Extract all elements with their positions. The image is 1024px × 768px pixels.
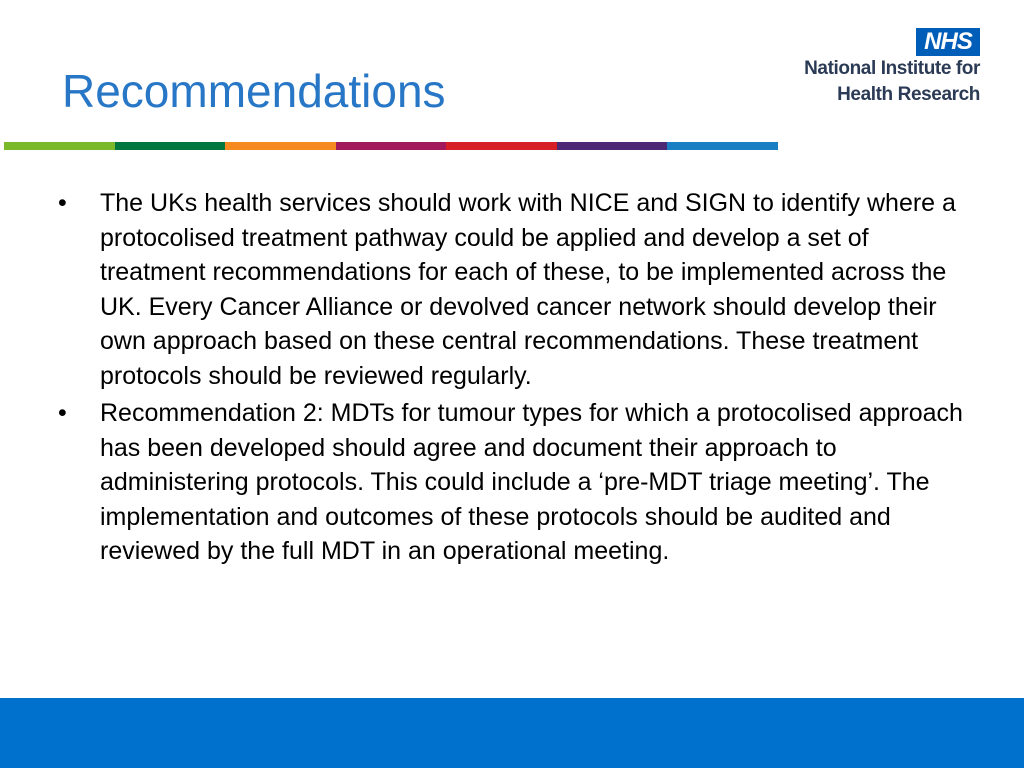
slide-title: Recommendations	[62, 65, 446, 117]
logo-org-line-2: Health Research	[837, 84, 980, 105]
stripe-segment-6	[557, 142, 668, 150]
footer-bar	[0, 698, 1024, 768]
bullet-item-1	[56, 186, 968, 393]
nhs-badge: NHS	[916, 28, 980, 56]
stripe-segment-3	[225, 142, 336, 150]
bullet-marker: •	[58, 399, 67, 427]
logo-org-line-1: National Institute for	[804, 58, 980, 79]
stripe-segment-4	[336, 142, 447, 150]
bullet-item-2	[56, 396, 968, 569]
bullet-text: Recommendation 2: MDTs for tumour types for which a protocolised approach has been developed should agree and document their approach to administering protocols. This could include a ‘pre-MDT triage meeting’. The implementation and outcomes of these protocols should be audited and reviewed by the full MDT in an operational meeting.	[100, 399, 963, 565]
stripe-segment-1	[4, 142, 115, 150]
bullet-text: The UKs health services should work with NICE and SIGN to identify where a protocolised treatment pathway could be applied and develop a set of treatment recommendations for each of these, to be implemented across the UK. Every Cancer Alliance or devolved cancer network should develop their own approach based on these central recommendations. These treatment protocols should be reviewed regularly.	[100, 189, 956, 390]
nihr-logo	[760, 28, 980, 118]
bullet-marker: •	[58, 189, 67, 217]
stripe-segment-2	[115, 142, 226, 150]
color-stripe-divider	[4, 142, 778, 150]
stripe-segment-7	[667, 142, 778, 150]
stripe-segment-5	[446, 142, 557, 150]
bullet-list	[56, 186, 968, 572]
